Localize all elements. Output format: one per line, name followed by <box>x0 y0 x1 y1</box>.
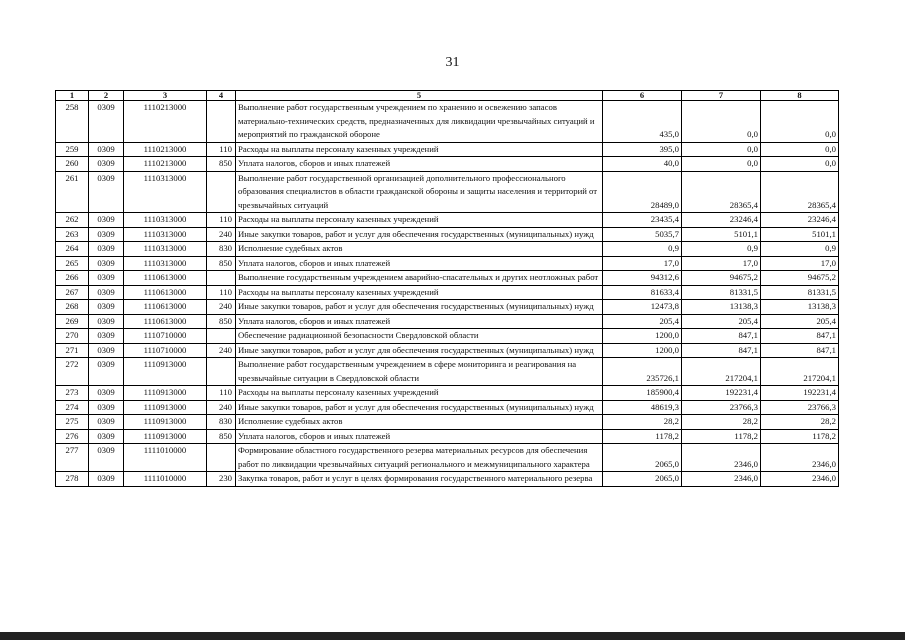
amount-2023-cell: 435,0 <box>603 101 682 143</box>
col-header: 4 <box>207 91 236 101</box>
target-article-cell: 1110613000 <box>124 300 207 315</box>
amount-2025-cell: 23246,4 <box>761 213 839 228</box>
section-cell: 0309 <box>89 256 124 271</box>
table-row <box>56 157 839 172</box>
expense-type-cell <box>207 358 236 386</box>
amount-2025-cell: 23766,3 <box>761 400 839 415</box>
target-article-cell: 1110913000 <box>124 415 207 430</box>
target-article-cell: 1110613000 <box>124 314 207 329</box>
amount-2025-cell: 0,0 <box>761 157 839 172</box>
expense-type-cell <box>207 101 236 143</box>
amount-2023-cell: 205,4 <box>603 314 682 329</box>
amount-2024-cell: 2346,0 <box>682 444 761 472</box>
target-article-cell: 1110313000 <box>124 213 207 228</box>
target-article-cell: 1110913000 <box>124 429 207 444</box>
amount-2025-cell: 17,0 <box>761 256 839 271</box>
amount-2023-cell: 2065,0 <box>603 472 682 487</box>
row-number-cell: 266 <box>56 271 89 286</box>
amount-2024-cell: 0,9 <box>682 242 761 257</box>
row-number-cell: 259 <box>56 142 89 157</box>
row-number-cell: 262 <box>56 213 89 228</box>
expense-type-cell: 830 <box>207 242 236 257</box>
description-cell: Закупка товаров, работ и услуг в целях формирования государственного материального резерва <box>236 472 603 487</box>
amount-2023-cell: 12473,8 <box>603 300 682 315</box>
table-row <box>56 358 839 386</box>
amount-2024-cell: 2346,0 <box>682 472 761 487</box>
row-number-cell: 260 <box>56 157 89 172</box>
scan-border <box>0 632 905 640</box>
amount-2025-cell: 205,4 <box>761 314 839 329</box>
row-number-cell: 268 <box>56 300 89 315</box>
amount-2023-cell: 94312,6 <box>603 271 682 286</box>
description-cell: Расходы на выплаты персоналу казенных учреждений <box>236 285 603 300</box>
description-cell: Иные закупки товаров, работ и услуг для обеспечения государственных (муниципальных) нужд <box>236 300 603 315</box>
row-number-cell: 272 <box>56 358 89 386</box>
row-number-cell: 261 <box>56 171 89 213</box>
target-article-cell: 1110313000 <box>124 256 207 271</box>
section-cell: 0309 <box>89 358 124 386</box>
expense-type-cell: 850 <box>207 429 236 444</box>
target-article-cell: 1111010000 <box>124 444 207 472</box>
table-row <box>56 213 839 228</box>
section-cell: 0309 <box>89 227 124 242</box>
row-number-cell: 271 <box>56 343 89 358</box>
expense-type-cell: 850 <box>207 256 236 271</box>
table-row <box>56 400 839 415</box>
row-number-cell: 273 <box>56 386 89 401</box>
section-cell: 0309 <box>89 300 124 315</box>
description-cell: Иные закупки товаров, работ и услуг для обеспечения государственных (муниципальных) нужд <box>236 227 603 242</box>
amount-2023-cell: 17,0 <box>603 256 682 271</box>
description-cell: Выполнение работ государственным учреждением в сфере мониторинга и реагирования на чрезвычайные ситуации в Свердловской области <box>236 358 603 386</box>
amount-2024-cell: 28,2 <box>682 415 761 430</box>
amount-2023-cell: 1200,0 <box>603 329 682 344</box>
col-header: 1 <box>56 91 89 101</box>
table-row <box>56 415 839 430</box>
table-row <box>56 142 839 157</box>
amount-2025-cell: 94675,2 <box>761 271 839 286</box>
target-article-cell: 1110913000 <box>124 386 207 401</box>
expense-type-cell: 110 <box>207 285 236 300</box>
row-number-cell: 265 <box>56 256 89 271</box>
amount-2023-cell: 48619,3 <box>603 400 682 415</box>
amount-2025-cell: 2346,0 <box>761 472 839 487</box>
amount-2024-cell: 192231,4 <box>682 386 761 401</box>
description-cell: Иные закупки товаров, работ и услуг для обеспечения государственных (муниципальных) нужд <box>236 343 603 358</box>
section-cell: 0309 <box>89 329 124 344</box>
target-article-cell: 1110710000 <box>124 343 207 358</box>
row-number-cell: 278 <box>56 472 89 487</box>
description-cell: Расходы на выплаты персоналу казенных учреждений <box>236 142 603 157</box>
expense-type-cell: 850 <box>207 314 236 329</box>
row-number-cell: 269 <box>56 314 89 329</box>
section-cell: 0309 <box>89 386 124 401</box>
header-row <box>56 91 839 101</box>
section-cell: 0309 <box>89 171 124 213</box>
description-cell: Уплата налогов, сборов и иных платежей <box>236 429 603 444</box>
section-cell: 0309 <box>89 472 124 487</box>
amount-2023-cell: 395,0 <box>603 142 682 157</box>
amount-2023-cell: 28,2 <box>603 415 682 430</box>
description-cell: Выполнение работ государственным учреждением по хранению и освежению запасов материально-технических средств, предназначенных для ликвидации чрезвычайных ситуаций и мероприятий по гражданской обороне <box>236 101 603 143</box>
row-number-cell: 275 <box>56 415 89 430</box>
amount-2025-cell: 0,0 <box>761 142 839 157</box>
table-row <box>56 472 839 487</box>
col-header: 2 <box>89 91 124 101</box>
amount-2024-cell: 28365,4 <box>682 171 761 213</box>
amount-2023-cell: 40,0 <box>603 157 682 172</box>
amount-2025-cell: 28365,4 <box>761 171 839 213</box>
table-row <box>56 101 839 143</box>
expense-type-cell: 110 <box>207 386 236 401</box>
col-header: 5 <box>236 91 603 101</box>
amount-2025-cell: 1178,2 <box>761 429 839 444</box>
section-cell: 0309 <box>89 157 124 172</box>
amount-2023-cell: 81633,4 <box>603 285 682 300</box>
section-cell: 0309 <box>89 142 124 157</box>
section-cell: 0309 <box>89 314 124 329</box>
row-number-cell: 267 <box>56 285 89 300</box>
budget-table <box>55 90 839 487</box>
table-row <box>56 329 839 344</box>
table-row <box>56 271 839 286</box>
amount-2025-cell: 2346,0 <box>761 444 839 472</box>
description-cell: Уплата налогов, сборов и иных платежей <box>236 314 603 329</box>
table-row <box>56 256 839 271</box>
expense-type-cell: 830 <box>207 415 236 430</box>
target-article-cell: 1110710000 <box>124 329 207 344</box>
target-article-cell: 1110213000 <box>124 101 207 143</box>
expense-type-cell: 110 <box>207 142 236 157</box>
col-header: 6 <box>603 91 682 101</box>
table-row <box>56 386 839 401</box>
row-number-cell: 263 <box>56 227 89 242</box>
section-cell: 0309 <box>89 213 124 228</box>
col-header: 7 <box>682 91 761 101</box>
amount-2023-cell: 2065,0 <box>603 444 682 472</box>
expense-type-cell: 240 <box>207 300 236 315</box>
section-cell: 0309 <box>89 415 124 430</box>
expense-type-cell: 110 <box>207 213 236 228</box>
target-article-cell: 1110313000 <box>124 171 207 213</box>
table-row <box>56 227 839 242</box>
expense-type-cell: 240 <box>207 400 236 415</box>
target-article-cell: 1111010000 <box>124 472 207 487</box>
section-cell: 0309 <box>89 101 124 143</box>
description-cell: Исполнение судебных актов <box>236 415 603 430</box>
table-row <box>56 171 839 213</box>
amount-2025-cell: 847,1 <box>761 329 839 344</box>
target-article-cell: 1110213000 <box>124 157 207 172</box>
row-number-cell: 270 <box>56 329 89 344</box>
expense-type-cell: 850 <box>207 157 236 172</box>
amount-2024-cell: 847,1 <box>682 343 761 358</box>
expense-type-cell: 240 <box>207 227 236 242</box>
expense-type-cell <box>207 444 236 472</box>
row-number-cell: 258 <box>56 101 89 143</box>
amount-2025-cell: 13138,3 <box>761 300 839 315</box>
amount-2023-cell: 0,9 <box>603 242 682 257</box>
expense-type-cell: 240 <box>207 343 236 358</box>
section-cell: 0309 <box>89 343 124 358</box>
description-cell: Уплата налогов, сборов и иных платежей <box>236 157 603 172</box>
amount-2024-cell: 81331,5 <box>682 285 761 300</box>
amount-2023-cell: 1200,0 <box>603 343 682 358</box>
expense-type-cell <box>207 271 236 286</box>
amount-2025-cell: 217204,1 <box>761 358 839 386</box>
description-cell: Иные закупки товаров, работ и услуг для обеспечения государственных (муниципальных) нужд <box>236 400 603 415</box>
amount-2024-cell: 0,0 <box>682 157 761 172</box>
row-number-cell: 277 <box>56 444 89 472</box>
table-row <box>56 285 839 300</box>
amount-2024-cell: 205,4 <box>682 314 761 329</box>
table-row <box>56 242 839 257</box>
section-cell: 0309 <box>89 444 124 472</box>
table-row <box>56 444 839 472</box>
table-row <box>56 300 839 315</box>
target-article-cell: 1110313000 <box>124 242 207 257</box>
expense-type-cell <box>207 329 236 344</box>
table-row <box>56 314 839 329</box>
section-cell: 0309 <box>89 429 124 444</box>
amount-2024-cell: 847,1 <box>682 329 761 344</box>
amount-2023-cell: 23435,4 <box>603 213 682 228</box>
amount-2023-cell: 185900,4 <box>603 386 682 401</box>
target-article-cell: 1110313000 <box>124 227 207 242</box>
amount-2025-cell: 28,2 <box>761 415 839 430</box>
table-row <box>56 429 839 444</box>
amount-2025-cell: 847,1 <box>761 343 839 358</box>
amount-2024-cell: 0,0 <box>682 142 761 157</box>
amount-2024-cell: 17,0 <box>682 256 761 271</box>
description-cell: Формирование областного государственного резерва материальных ресурсов для обеспечения работ по ликвидации чрезвычайных ситуаций регионального и межмуниципального характера <box>236 444 603 472</box>
section-cell: 0309 <box>89 242 124 257</box>
amount-2024-cell: 0,0 <box>682 101 761 143</box>
amount-2025-cell: 0,9 <box>761 242 839 257</box>
amount-2023-cell: 1178,2 <box>603 429 682 444</box>
row-number-cell: 274 <box>56 400 89 415</box>
amount-2024-cell: 5101,1 <box>682 227 761 242</box>
description-cell: Обеспечение радиационной безопасности Свердловской области <box>236 329 603 344</box>
amount-2025-cell: 5101,1 <box>761 227 839 242</box>
target-article-cell: 1110913000 <box>124 358 207 386</box>
expense-type-cell <box>207 171 236 213</box>
amount-2024-cell: 1178,2 <box>682 429 761 444</box>
amount-2024-cell: 13138,3 <box>682 300 761 315</box>
amount-2024-cell: 23246,4 <box>682 213 761 228</box>
amount-2025-cell: 0,0 <box>761 101 839 143</box>
target-article-cell: 1110613000 <box>124 285 207 300</box>
section-cell: 0309 <box>89 285 124 300</box>
amount-2025-cell: 81331,5 <box>761 285 839 300</box>
amount-2024-cell: 23766,3 <box>682 400 761 415</box>
amount-2023-cell: 28489,0 <box>603 171 682 213</box>
section-cell: 0309 <box>89 271 124 286</box>
col-header: 3 <box>124 91 207 101</box>
row-number-cell: 264 <box>56 242 89 257</box>
row-number-cell: 276 <box>56 429 89 444</box>
description-cell: Выполнение работ государственной организацией дополнительного профессионального образования специалистов в области гражданской обороны и защиты населения и территорий от чрезвычайных ситуаций <box>236 171 603 213</box>
description-cell: Исполнение судебных актов <box>236 242 603 257</box>
target-article-cell: 1110213000 <box>124 142 207 157</box>
amount-2024-cell: 217204,1 <box>682 358 761 386</box>
amount-2024-cell: 94675,2 <box>682 271 761 286</box>
col-header: 8 <box>761 91 839 101</box>
description-cell: Уплата налогов, сборов и иных платежей <box>236 256 603 271</box>
amount-2023-cell: 5035,7 <box>603 227 682 242</box>
expense-type-cell: 230 <box>207 472 236 487</box>
page-number: 31 <box>445 55 460 70</box>
amount-2025-cell: 192231,4 <box>761 386 839 401</box>
description-cell: Расходы на выплаты персоналу казенных учреждений <box>236 386 603 401</box>
description-cell: Расходы на выплаты персоналу казенных учреждений <box>236 213 603 228</box>
target-article-cell: 1110613000 <box>124 271 207 286</box>
table-row <box>56 343 839 358</box>
description-cell: Выполнение государственным учреждением аварийно-спасательных и других неотложных работ <box>236 271 603 286</box>
section-cell: 0309 <box>89 400 124 415</box>
target-article-cell: 1110913000 <box>124 400 207 415</box>
amount-2023-cell: 235726,1 <box>603 358 682 386</box>
